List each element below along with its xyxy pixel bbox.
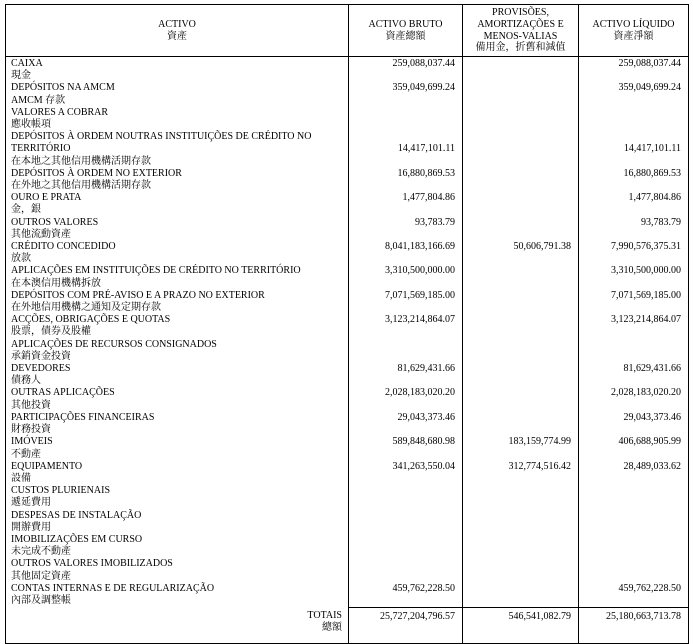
- row-bruto-value: 29,043,373.46: [397, 411, 455, 423]
- row-label-cn: 遞延費用: [11, 497, 51, 509]
- row-label-cell: [6, 192, 349, 216]
- row-liquido-value: 259,088,037.44: [618, 58, 681, 69]
- row-provisoes-cell: [463, 339, 579, 363]
- row-bruto-cell: [349, 534, 463, 558]
- row-label-cn: 應收帳項: [11, 119, 51, 131]
- row-liquido-cell: [579, 461, 689, 485]
- row-bruto-cell: [349, 82, 463, 106]
- row-provisoes-cell: [463, 510, 579, 534]
- col-header-activo-cn: 資產: [167, 30, 187, 42]
- row-liquido-value: 28,489,033.62: [623, 460, 681, 472]
- row-liquido-value: 7,990,576,375.31: [611, 241, 681, 253]
- row-provisoes-cell: [463, 241, 579, 265]
- row-provisoes-cell: [463, 57, 579, 83]
- row-label-pt: APLICAÇÕES EM INSTITUIÇÕES DE CRÉDITO NO TERRITÓRIO: [11, 265, 301, 277]
- row-label-cn: 財務投資: [11, 424, 51, 436]
- row-label-pt: PARTICIPAÇÕES FINANCEIRAS: [11, 411, 155, 423]
- row-provisoes-cell: [463, 192, 579, 216]
- row-provisoes-cell: [463, 131, 579, 168]
- row-bruto-value: 14,417,101.11: [397, 143, 455, 155]
- row-label-pt: CUSTOS PLURIENAIS: [11, 485, 110, 497]
- row-liquido-cell: [579, 131, 689, 168]
- row-bruto-cell: [349, 265, 463, 289]
- row-bruto-cell: [349, 192, 463, 216]
- row-liquido-cell: [579, 107, 689, 131]
- row-bruto-cell: [349, 387, 463, 411]
- row-bruto-value: 1,477,804.86: [402, 192, 455, 204]
- col-header-provisoes-cn: 備用金，折舊和減值: [475, 42, 566, 54]
- row-liquido-cell: [579, 436, 689, 460]
- row-label-cn: 其他固定資產: [11, 570, 71, 582]
- row-bruto-value: 259,088,037.44: [392, 58, 455, 69]
- col-header-bruto-cn: 資產總額: [385, 30, 426, 42]
- col-header-liquido-pt: ACTIVO LÍQUIDO: [592, 18, 675, 30]
- row-bruto-value: 7,071,569,185.00: [385, 289, 455, 301]
- row-label-cn: 未完成不動產: [11, 546, 71, 558]
- row-label-cn: 設備: [11, 472, 31, 484]
- row-provisoes-cell: [463, 583, 579, 607]
- row-bruto-cell: [349, 131, 463, 168]
- row-provisoes-cell: [463, 387, 579, 411]
- row-bruto-cell: [349, 168, 463, 192]
- row-liquido-cell: [579, 82, 689, 106]
- totals-row: [6, 607, 689, 643]
- row-provisoes-value: 50,606,791.38: [513, 241, 571, 253]
- row-liquido-cell: [579, 485, 689, 509]
- row-label-cell: [6, 558, 349, 582]
- col-header-provisoes: [463, 5, 579, 57]
- row-label-cn: 在外地之其他信用機構活期存款: [11, 180, 151, 192]
- totals-liquido-value: 25,180,663,713.78: [579, 607, 689, 643]
- row-label-pt: OUTROS VALORES IMOBILIZADOS: [11, 558, 173, 570]
- row-liquido-cell: [579, 241, 689, 265]
- totals-label-cell: [6, 607, 349, 643]
- table-row: [6, 314, 689, 338]
- table-row: [6, 387, 689, 411]
- row-liquido-cell: [579, 387, 689, 411]
- table-row: [6, 558, 689, 582]
- row-liquido-cell: [579, 534, 689, 558]
- table-row: [6, 131, 689, 168]
- table-row: [6, 217, 689, 241]
- row-label-cell: [6, 436, 349, 460]
- row-liquido-value: 3,310,500,000.00: [611, 265, 681, 277]
- row-label-cell: [6, 412, 349, 436]
- table-row: [6, 57, 689, 83]
- row-label-cell: [6, 363, 349, 387]
- row-liquido-cell: [579, 192, 689, 216]
- row-label-pt: DEPÓSITOS NA AMCM: [11, 82, 115, 94]
- table-row: [6, 168, 689, 192]
- col-header-provisoes-pt-line2: AMORTIZAÇÕES E: [477, 18, 564, 30]
- row-label-cn: 在本澳信用機構拆放: [11, 277, 101, 289]
- row-liquido-cell: [579, 412, 689, 436]
- row-bruto-value: 2,028,183,020.20: [385, 387, 455, 399]
- row-liquido-cell: [579, 57, 689, 83]
- row-provisoes-cell: [463, 290, 579, 314]
- row-provisoes-cell: [463, 82, 579, 106]
- row-bruto-cell: [349, 558, 463, 582]
- row-liquido-cell: [579, 558, 689, 582]
- row-provisoes-cell: [463, 534, 579, 558]
- row-bruto-value: 341,263,550.04: [392, 460, 455, 472]
- row-bruto-value: 3,123,214,864.07: [385, 314, 455, 326]
- row-label-cell: [6, 339, 349, 363]
- row-label-cell: [6, 510, 349, 534]
- row-label-pt: DEPÓSITOS COM PRÉ-AVISO E A PRAZO NO EXTERIOR: [11, 289, 265, 301]
- row-label-cell: [6, 485, 349, 509]
- table-row: [6, 339, 689, 363]
- row-bruto-value: 3,310,500,000.00: [385, 265, 455, 277]
- row-liquido-value: 406,688,905.99: [618, 436, 681, 448]
- row-bruto-cell: [349, 510, 463, 534]
- row-label-cell: [6, 82, 349, 106]
- row-label-cell: [6, 168, 349, 192]
- row-provisoes-value: 183,159,774.99: [508, 436, 571, 448]
- row-provisoes-cell: [463, 558, 579, 582]
- row-label-cn: 其他流動資產: [11, 228, 71, 240]
- row-label-pt: OUTRAS APLICAÇÕES: [11, 387, 115, 399]
- row-label-cell: [6, 314, 349, 338]
- col-header-liquido: [579, 5, 689, 57]
- row-liquido-value: 359,049,699.24: [618, 82, 681, 94]
- row-bruto-cell: [349, 461, 463, 485]
- row-liquido-cell: [579, 363, 689, 387]
- row-provisoes-cell: [463, 107, 579, 131]
- row-label-pt: DEPÓSITOS À ORDEM NOUTRAS INSTITUIÇÕES DE CRÉDITO NO TERRITÓRIO: [11, 131, 312, 155]
- table-row: [6, 461, 689, 485]
- col-header-bruto: [349, 5, 463, 57]
- totals-label-cn: 總額: [322, 622, 342, 634]
- row-bruto-value: 81,629,431.66: [397, 363, 455, 375]
- row-label-cn: 承銷資金投資: [11, 350, 71, 362]
- row-bruto-value: 459,762,228.50: [392, 582, 455, 594]
- row-bruto-value: 93,783.79: [415, 216, 455, 228]
- table-row: [6, 82, 689, 106]
- row-label-cell: [6, 131, 349, 168]
- row-liquido-value: 459,762,228.50: [618, 582, 681, 594]
- row-label-cn: 不動產: [11, 448, 41, 460]
- row-bruto-cell: [349, 107, 463, 131]
- row-label-pt: DESPESAS DE INSTALAÇÃO: [11, 509, 142, 521]
- header-row: [6, 5, 689, 57]
- row-bruto-cell: [349, 412, 463, 436]
- row-liquido-cell: [579, 265, 689, 289]
- table-row: [6, 485, 689, 509]
- row-label-pt: VALORES A COBRAR: [11, 106, 109, 118]
- col-header-liquido-cn: 資產淨額: [613, 30, 654, 42]
- row-provisoes-cell: [463, 485, 579, 509]
- row-bruto-cell: [349, 290, 463, 314]
- table-row: [6, 583, 689, 607]
- col-header-bruto-pt: ACTIVO BRUTO: [368, 18, 443, 30]
- row-label-cn: 放款: [11, 253, 31, 265]
- totals-label-pt: TOTAIS: [307, 610, 342, 622]
- row-label-cn: 金，銀: [11, 204, 41, 216]
- row-bruto-cell: [349, 339, 463, 363]
- row-liquido-value: 93,783.79: [641, 216, 681, 228]
- row-label-cell: [6, 265, 349, 289]
- row-bruto-cell: [349, 57, 463, 83]
- table-row: [6, 241, 689, 265]
- row-bruto-cell: [349, 485, 463, 509]
- row-bruto-cell: [349, 314, 463, 338]
- row-provisoes-value: [463, 131, 571, 143]
- row-liquido-cell: [579, 217, 689, 241]
- row-liquido-value: 7,071,569,185.00: [611, 289, 681, 301]
- table-body: [6, 57, 689, 608]
- row-provisoes-cell: [463, 363, 579, 387]
- row-label-pt: DEPÓSITOS À ORDEM NO EXTERIOR: [11, 167, 182, 179]
- row-label-cell: [6, 217, 349, 241]
- row-label-cn: 其他投資: [11, 399, 51, 411]
- col-header-provisoes-pt-line3: MENOS-VALIAS: [483, 30, 558, 42]
- row-label-cell: [6, 461, 349, 485]
- table-row: [6, 412, 689, 436]
- table-row: [6, 363, 689, 387]
- row-liquido-value: 1,477,804.86: [628, 192, 681, 204]
- row-liquido-cell: [579, 339, 689, 363]
- row-liquido-cell: [579, 314, 689, 338]
- table-row: [6, 192, 689, 216]
- row-label-cn: 開辦費用: [11, 521, 51, 533]
- row-provisoes-cell: [463, 314, 579, 338]
- row-liquido-value: 81,629,431.66: [623, 363, 681, 375]
- row-liquido-cell: [579, 290, 689, 314]
- table-row: [6, 290, 689, 314]
- balance-sheet-table: [5, 4, 689, 644]
- row-label-cn: 股票，債券及股權: [11, 326, 91, 338]
- row-label-pt: CAIXA: [11, 58, 43, 69]
- row-label-cell: [6, 387, 349, 411]
- row-provisoes-value: 312,774,516.42: [508, 460, 571, 472]
- row-liquido-cell: [579, 583, 689, 607]
- row-label-pt: EQUIPAMENTO: [11, 460, 83, 472]
- row-liquido-cell: [579, 510, 689, 534]
- row-bruto-cell: [349, 217, 463, 241]
- row-label-pt: DEVEDORES: [11, 363, 71, 375]
- row-label-pt: CONTAS INTERNAS E DE REGULARIZAÇÃO: [11, 582, 215, 594]
- row-liquido-value: 16,880,869.53: [623, 167, 681, 179]
- table-row: [6, 107, 689, 131]
- row-provisoes-cell: [463, 168, 579, 192]
- row-label-cell: [6, 57, 349, 83]
- row-bruto-cell: [349, 241, 463, 265]
- row-label-cell: [6, 241, 349, 265]
- row-label-pt: APLICAÇÕES DE RECURSOS CONSIGNADOS: [11, 338, 217, 350]
- row-label-pt: ACÇÕES, OBRIGAÇÕES E QUOTAS: [11, 314, 171, 326]
- row-provisoes-cell: [463, 412, 579, 436]
- row-label-cell: [6, 290, 349, 314]
- table-header: [6, 5, 689, 57]
- row-bruto-cell: [349, 583, 463, 607]
- row-label-cn: 現金: [11, 70, 31, 82]
- col-header-activo-pt: ACTIVO: [158, 18, 196, 30]
- table-row: [6, 265, 689, 289]
- col-header-provisoes-pt-line1: PROVISÕES,: [492, 7, 549, 19]
- row-label-cell: [6, 107, 349, 131]
- table-row: [6, 534, 689, 558]
- totals-provisoes-value: 546,541,082.79: [463, 607, 579, 643]
- row-bruto-cell: [349, 436, 463, 460]
- row-label-cn: 在本地之其他信用機構活期存款: [11, 155, 151, 167]
- row-label-cell: [6, 534, 349, 558]
- row-liquido-value: 2,028,183,020.20: [611, 387, 681, 399]
- row-liquido-value: 3,123,214,864.07: [611, 314, 681, 326]
- row-label-cell: [6, 583, 349, 607]
- col-header-activo: [6, 5, 349, 57]
- row-label-pt: OURO E PRATA: [11, 192, 82, 204]
- row-label-pt: CRÉDITO CONCEDIDO: [11, 241, 116, 253]
- row-provisoes-cell: [463, 461, 579, 485]
- row-bruto-value: 589,848,680.98: [392, 436, 455, 448]
- row-label-pt: IMOBILIZAÇÕES EM CURSO: [11, 533, 143, 545]
- row-bruto-value: 8,041,183,166.69: [385, 241, 455, 253]
- table-row: [6, 510, 689, 534]
- row-label-cn: 在外地信用機構之通知及定期存款: [11, 302, 161, 314]
- table-footer: [6, 607, 689, 643]
- row-label-pt: IMÓVEIS: [11, 436, 53, 448]
- row-label-cn: 債務人: [11, 375, 41, 387]
- row-liquido-value: 14,417,101.11: [623, 143, 681, 155]
- totals-bruto-value: 25,727,204,796.57: [349, 607, 463, 643]
- row-bruto-value: 359,049,699.24: [392, 82, 455, 94]
- row-liquido-value: 29,043,373.46: [623, 411, 681, 423]
- row-bruto-value: 16,880,869.53: [397, 167, 455, 179]
- row-label-cn: AMCM 存款: [11, 94, 66, 106]
- table-row: [6, 436, 689, 460]
- row-label-pt: OUTROS VALORES: [11, 216, 99, 228]
- row-provisoes-cell: [463, 265, 579, 289]
- row-provisoes-cell: [463, 217, 579, 241]
- row-bruto-cell: [349, 363, 463, 387]
- row-label-cn: 內部及調整帳: [11, 594, 71, 606]
- row-provisoes-cell: [463, 436, 579, 460]
- row-liquido-cell: [579, 168, 689, 192]
